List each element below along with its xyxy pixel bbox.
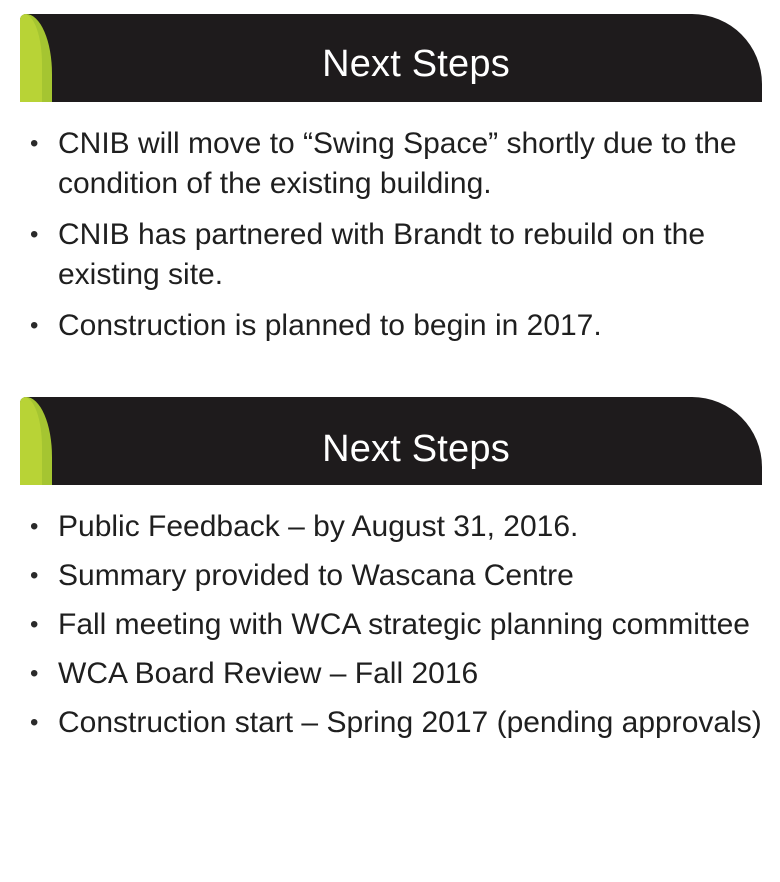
list-item	[26, 306, 766, 346]
bullet-text: CNIB has partnered with Brandt to rebuild on the existing site.	[58, 218, 706, 291]
list-item	[26, 654, 766, 694]
bullet-icon: •	[30, 562, 39, 589]
bullet-text: Public Feedback – by August 31, 2016.	[58, 510, 579, 543]
accent-tab	[20, 14, 52, 102]
bullet-text: Summary provided to Wascana Centre	[58, 559, 574, 592]
title-banner	[20, 14, 762, 102]
bullet-text: CNIB will move to “Swing Space” shortly due to the condition of the existing building.	[58, 127, 737, 200]
slide-title: Next Steps	[322, 43, 510, 85]
list-item	[26, 215, 766, 295]
list-item	[26, 556, 766, 596]
accent-tab-highlight	[20, 397, 42, 485]
title-banner	[20, 397, 762, 485]
accent-tab-highlight	[20, 14, 42, 102]
bullet-text: Fall meeting with WCA strategic planning committee	[58, 608, 750, 641]
bullet-icon: •	[30, 709, 39, 736]
bullet-icon: •	[30, 513, 39, 540]
bullet-list	[26, 507, 766, 752]
bullet-icon: •	[30, 221, 39, 248]
list-item	[26, 124, 766, 204]
bullet-text: WCA Board Review – Fall 2016	[58, 657, 479, 690]
bullet-list	[26, 124, 766, 357]
bullet-text: Construction is planned to begin in 2017.	[58, 309, 602, 342]
bullet-text: Construction start – Spring 2017 (pending approvals)	[58, 706, 762, 739]
bullet-icon: •	[30, 312, 39, 339]
accent-tab	[20, 397, 52, 485]
bullet-icon: •	[30, 660, 39, 687]
list-item	[26, 605, 766, 645]
list-item	[26, 703, 766, 743]
bullet-icon: •	[30, 611, 39, 638]
bullet-icon: •	[30, 130, 39, 157]
slide-title: Next Steps	[322, 428, 510, 470]
list-item	[26, 507, 766, 547]
